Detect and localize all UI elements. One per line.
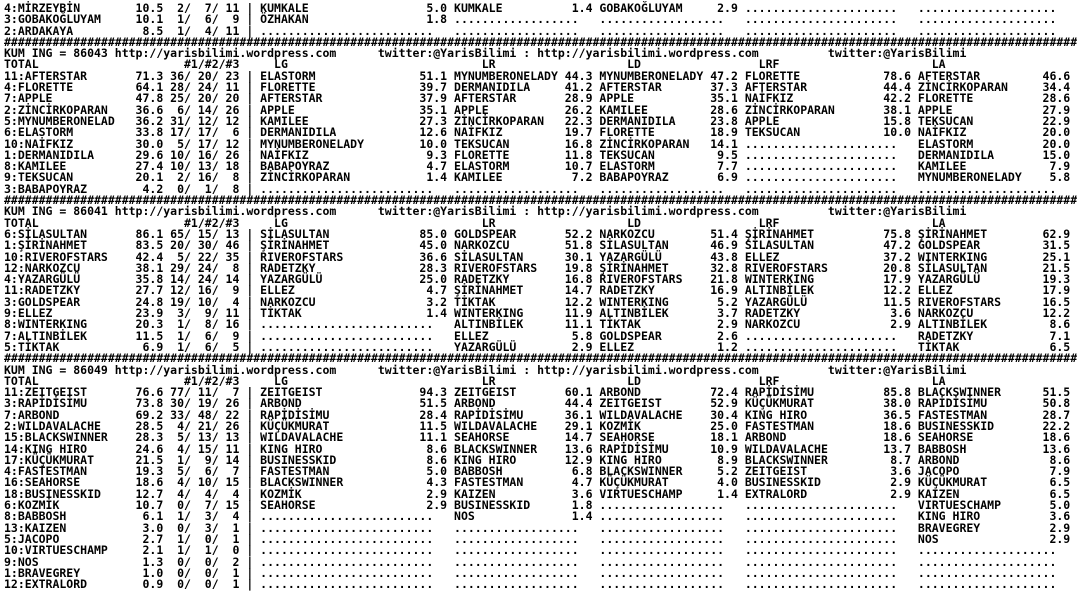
column-header-line: TOTAL #1/#2/#3 LG LR LD LRF LA [4,373,946,388]
stat-row: 10:RIVEROFSTARS 42.4 5/ 22/ 35 | RIVEROFSTARS 36.6 SİLASULTAN 30.1 YAZARGÜLÜ 43.8 ELLEZ 37.2 WINTERKING 25.1 [4,249,1077,264]
stat-row: 7:ALTINBİLEK 11.5 1/ 6/ 9 | ......................... ELLEZ 5.8 GOLDSPEAR 2.6 ...................... RADETZKY 7.1 [4,328,1077,343]
stat-row: 4:FLORETTE 64.1 28/ 24/ 11 | FLORETTE 39.7 DERMANIDILA 41.2 AFTERSTAR 37.3 AFTERSTAR 44.4 ZİNCİRKOPARAN 34.4 [4,80,1077,95]
block-header-line: KUM ING = 86043 http://yarisbilimi.wordpress.com twitter:@YarisBilimi : http://yarisbilimi.wordpress.com twitter:@YarisBilimi [4,46,967,61]
stat-row: 5:MYNUMBERONELAD 36.2 31/ 12/ 12 | KAMILEE 27.3 ZİNCİRKOPARAN 22.3 DERMANIDILA 23.8 APPLE 15.8 TEKSUCAN 22.9 [4,113,1077,128]
stat-row: 5:JACOPO 2.7 1/ 0/ 1 | ......................... .................. .................. ...................... NOS 2.9 [4,531,1077,546]
stat-row: 3:BABAPOYRAZ 4.2 0/ 1/ 8 | ......................... .................. .................. ...................... .................... [4,181,1077,196]
stat-row: 13:KAIZEN 3.0 0/ 3/ 1 | ......................... .................. .................. ...................... BRAVEGREY 2.9 [4,520,1077,535]
stat-row: 4:YAZARGÜLÜ 35.8 14/ 24/ 14 | YAZARGÜLÜ 25.0 RADETZKY 16.8 RIVEROFSTARS 21.8 WINTERKING 17.9 YAZARGÜLÜ 19.3 [4,272,1077,287]
stat-row: 9:ELLEZ 23.9 3/ 9/ 11 | TİKTAK 1.4 WINTERKING 11.9 ALTINBİLEK 3.7 RADETZKY 3.6 NARKOZCU 12.2 [4,306,1077,321]
stat-row: 7:ARBOND 69.2 33/ 48/ 22 | RAPİDİSİMU 28.4 RAPİDİSİMU 36.1 WILDAVALACHE 30.4 KING HIRO 36.5 FASTESTMAN 28.7 [4,407,1077,422]
stat-row: 3:GOLDSPEAR 24.8 19/ 10/ 4 | NARKOZCU 3.2 TİKTAK 12.2 WINTERKING 5.2 YAZARGÜLÜ 11.5 RIVEROFSTARS 16.5 [4,294,1077,309]
stat-row: 6:KOZMİK 10.7 0/ 7/ 15 | SEAHORSE 2.9 BUSINESSKID 1.8 .................. ...................... VIRTUESCHAMP 5.0 [4,498,1077,513]
stat-row: 4:MİRZEYBİN 10.5 2/ 7/ 11 | KUMKALE 5.0 KUMKALE 1.4 GOBAKOĞLUYAM 2.9 ...................... .................... [4,1,1077,15]
stat-row: 12:NARKOZCU 38.1 29/ 24/ 8 | RADETZKY 28.3 RIVEROFSTARS 19.8 ŞİRİNAHMET 32.8 RIVEROFSTARS 20.8 SİLASULTAN 21.5 [4,260,1077,275]
stat-row: 5:TİKTAK 6.9 1/ 6/ 5 | ......................... YAZARGÜLÜ 2.9 ELLEZ 1.2 ...................... TİKTAK 6.5 [4,339,1077,354]
stat-row: 15:BLACKSWINNER 28.3 5/ 13/ 13 | WILDAVALACHE 11.1 SEAHORSE 14.7 SEAHORSE 18.1 ARBOND 18.6 SEAHORSE 18.6 [4,430,1077,445]
stat-row: 3:GOBAKOĞLUYAM 10.1 1/ 6/ 9 | ÖZHAKAN 1.8 .................. .................. ...................... .................... [4,12,1077,27]
stat-row: 2:ZİNCİRKOPARAN 36.6 6/ 14/ 26 | APPLE 35.1 APPLE 26.2 KAMILEE 28.6 ZİNCİRKOPARAN 38.1 APPLE 27.9 [4,102,1077,117]
column-header-line: TOTAL #1/#2/#3 LG LR LD LRF LA [4,215,946,230]
stat-row: 17:KÜÇÜKMURAT 21.5 1/ 9/ 14 | BUSINESSKID 8.6 KING HIRO 12.9 KING HIRO 8.9 BLACKSWINNER 8.7 ARBOND 8.6 [4,452,1077,467]
stat-row: 11:RADETZKY 27.7 12/ 16/ 9 | ELLEZ 4.7 ŞİRİNAHMET 14.7 RADETZKY 16.9 ALTINBİLEK 12.2 ELLEZ 17.9 [4,283,1077,298]
stat-row: 2:ARDAKAYA 8.5 1/ 4/ 11 | ......................... .................. .................. ...................... .................... [4,23,1077,38]
separator-line: ########################################################################################################################################################### [4,34,1077,49]
stat-row: 16:SEAHORSE 18.6 4/ 10/ 15 | BLACKSWINNER 4.3 FASTESTMAN 4.7 KÜÇÜKMURAT 4.0 BUSINESSKID 2.9 KÜÇÜKMURAT 6.5 [4,475,1077,490]
stat-row: 1:ŞİRİNAHMET 83.5 20/ 30/ 46 | ŞİRİNAHMET 45.0 NARKOZCU 51.8 SİLASULTAN 46.9 SİLASULTAN 47.2 GOLDSPEAR 31.5 [4,238,1077,253]
stat-row: 18:BUSINESSKID 12.7 4/ 4/ 4 | KOZMİK 2.9 KAIZEN 3.6 VIRTUESCHAMP 1.4 EXTRALORD 2.9 KAIZEN 6.5 [4,486,1077,501]
separator-line: ########################################################################################################################################################### [4,193,1077,208]
stat-row: 2:WILDAVALACHE 28.5 4/ 21/ 26 | KÜÇÜKMURAT 11.5 WILDAVALACHE 29.1 KOZMİK 25.0 FASTESTMAN 18.6 BUSINESSKID 22.2 [4,418,1077,433]
stat-row: 4:FASTESTMAN 19.3 5/ 6/ 7 | FASTESTMAN 5.0 BABBOSH 6.8 BLACKSWINNER 5.2 ZEITGEIST 3.6 JACOPO 7.9 [4,464,1077,479]
stat-row: 14:KING HIRO 24.6 4/ 15/ 11 | KING HIRO 8.6 BLACKSWINNER 13.6 RAPİDİSİMU 10.9 WILDAVALACHE 13.7 BABBOSH 13.6 [4,441,1077,456]
stat-row: 7:APPLE 47.8 25/ 20/ 20 | AFTERSTAR 37.9 AFTERSTAR 28.9 APPLE 35.1 NAİFKIZ 42.2 FLORETTE 28.6 [4,91,1077,106]
stat-row: 12:EXTRALORD 0.9 0/ 0/ 1 | ......................... .................. .................. ...................... .................... [4,577,1077,592]
stat-row: 9:TEKSUCAN 20.1 2/ 16/ 8 | ZİNCİRKOPARAN 1.4 KAMILEE 7.2 BABAPOYRAZ 6.9 ...................... MYNUMBERONELADY 5.8 [4,170,1077,185]
stat-row: 9:NOS 1.3 0/ 0/ 2 | ......................... .................. .................. ...................... .................... [4,554,1077,569]
stat-row: 10:VIRTUESCHAMP 2.1 1/ 1/ 0 | ......................... .................. .................. ...................... .................... [4,543,1077,558]
stat-row: 6:ELASTORM 33.8 17/ 17/ 6 | DERMANIDILA 12.6 NAİFKIZ 19.7 FLORETTE 18.9 TEKSUCAN 10.0 NAİFKIZ 20.0 [4,125,1077,140]
stat-row: 8:BABBOSH 6.1 1/ 3/ 4 | ......................... NOS 1.4 .................. ...................... KING HIRO 3.6 [4,509,1077,524]
stat-row: 11:AFTERSTAR 71.3 36/ 20/ 23 | ELASTORM 51.1 MYNUMBERONELADY 44.3 MYNUMBERONELADY 47.2 FLORETTE 78.6 AFTERSTAR 46.6 [4,68,1077,83]
stat-row: 3:RAPİDİSİMU 73.8 30/ 19/ 26 | ARBOND 51.5 ARBOND 44.4 ZEITGEIST 52.9 KÜÇÜKMURAT 38.0 RAPİDİSİMU 50.8 [4,396,1077,411]
block-header-line: KUM ING = 86041 http://yarisbilimi.wordpress.com twitter:@YarisBilimi : http://yarisbilimi.wordpress.com twitter:@YarisBilimi [4,204,967,219]
stat-row: 1:BRAVEGREY 1.0 0/ 0/ 1 | ......................... .................. .................. ...................... .................... [4,565,1077,580]
column-header-line: TOTAL #1/#2/#3 LG LR LD LRF LA [4,57,946,72]
block-header-line: KUM ING = 86049 http://yarisbilimi.wordpress.com twitter:@YarisBilimi : http://yarisbilimi.wordpress.com twitter:@YarisBilimi [4,362,967,377]
separator-line: ########################################################################################################################################################### [4,351,1077,366]
stat-row: 8:KAMILEE 27.4 10/ 13/ 18 | BABAPOYRAZ 4.7 ELASTORM 10.7 ELASTORM 7.7 ...................... KAMILEE 7.9 [4,159,1077,174]
stat-row: 6:SİLASULTAN 86.1 65/ 15/ 13 | SİLASULTAN 85.0 GOLDSPEAR 52.2 NARKOZCU 51.4 ŞİRİNAHMET 75.8 ŞİRİNAHMET 62.9 [4,226,1077,241]
stat-row: 8:WINTERKING 20.3 1/ 8/ 16 | ......................... ALTINBİLEK 11.1 TİKTAK 2.9 NARKOZCU 2.9 ALTINBİLEK 8.6 [4,317,1077,332]
stat-row: 10:NAİFKIZ 30.0 5/ 17/ 12 | MYNUMBERONELADY 10.0 TEKSUCAN 16.8 ZİNCİRKOPARAN 14.1 ...................... ELASTORM 20.0 [4,136,1077,151]
stat-row: 1:DERMANIDILA 29.6 10/ 16/ 26 | NAİFKIZ 9.3 FLORETTE 11.8 TEKSUCAN 9.5 ...................... DERMANIDILA 15.0 [4,147,1077,162]
stat-row: 11:ZEITGEIST 76.6 77/ 11/ 7 | ZEITGEIST 94.3 ZEITGEIST 60.1 ARBOND 72.4 RAPİDİSİMU 85.8 BLACKSWINNER 51.5 [4,385,1077,400]
